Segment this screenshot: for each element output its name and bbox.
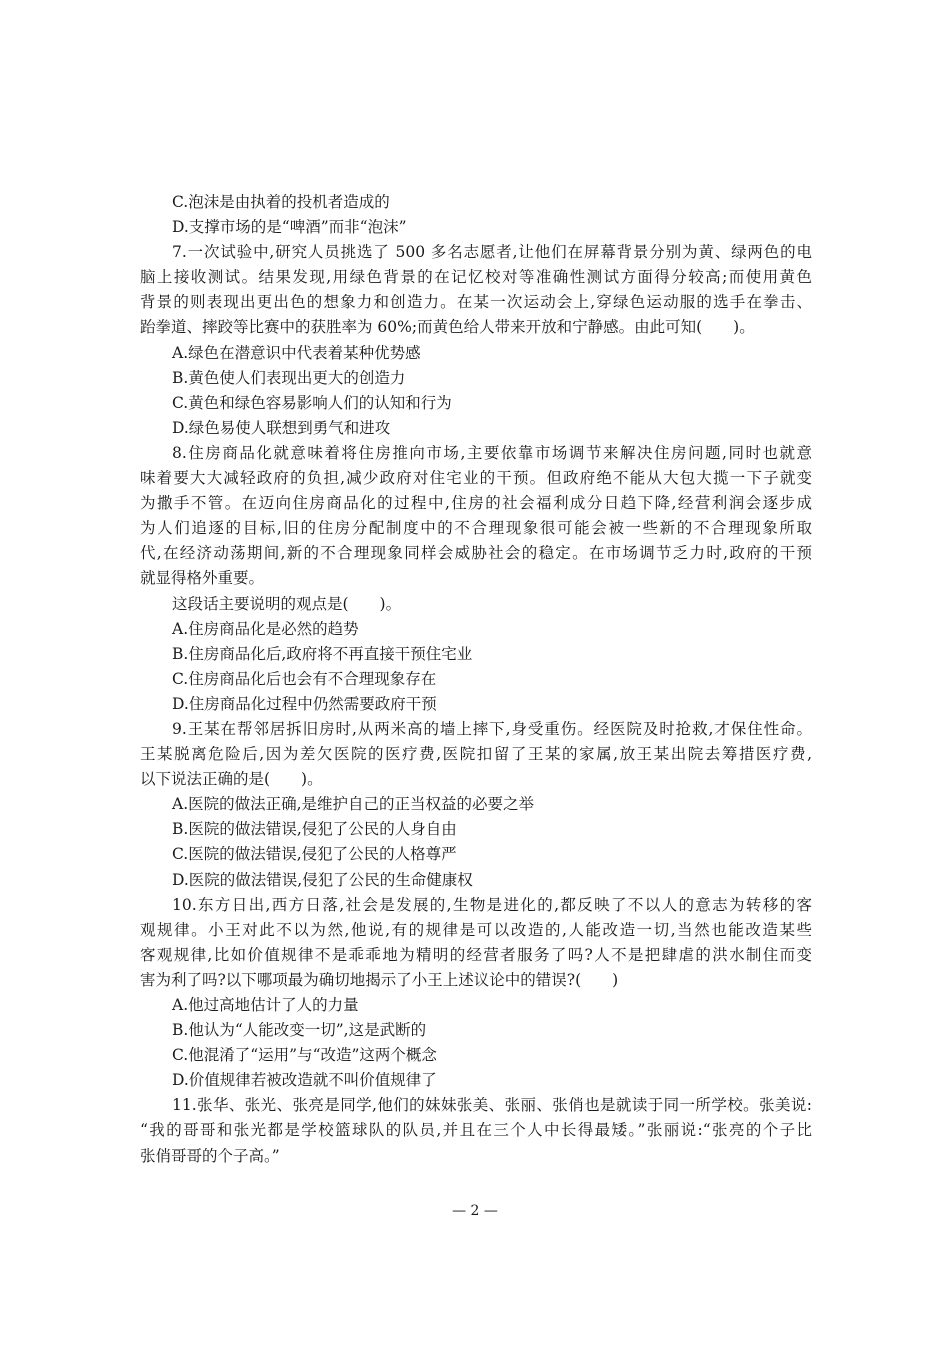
question-first-line: 10.东方日出,西方日落,社会是发展的,生物是进化的,都反映了不以人的意志为转移的客 bbox=[172, 895, 812, 914]
paragraph-line: 背景的则表现出更出色的想象力和创造力。在某一次运动会上,穿绿色运动服的选手在拳击、 bbox=[140, 293, 812, 312]
answer-option-line: C.医院的做法错误,侵犯了公民的人格尊严 bbox=[172, 845, 457, 864]
document-page bbox=[140, 190, 812, 1169]
question-first-line: 8.住房商品化就意味着将住房推向市场,主要依靠市场调节来解决住房问题,同时也就意 bbox=[172, 443, 812, 462]
paragraph-line: “我的哥哥和张光都是学校篮球队的队员,并且在三个人中长得最矮。”张丽说:“张亮的个子比 bbox=[140, 1121, 812, 1140]
paragraph-last-line: 害为利了吗?以下哪项最为确切地揭示了小王上述议论中的错误?( ) bbox=[140, 970, 619, 989]
answer-option-line: A.绿色在潜意识中代表着某种优势感 bbox=[172, 343, 421, 362]
question-first-line: 9.王某在帮邻居拆旧房时,从两米高的墙上摔下,身受重伤。经医院及时抢救,才保住性命。 bbox=[172, 719, 812, 738]
question-first-line: 11.张华、张光、张亮是同学,他们的妹妹张美、张丽、张俏也是就读于同一所学校。张美说: bbox=[172, 1096, 812, 1115]
answer-option-line: D.支撑市场的是“啤酒”而非“泡沫” bbox=[172, 218, 407, 237]
answer-option-line: B.住房商品化后,政府将不再直接干预住宅业 bbox=[172, 644, 473, 663]
answer-option-line: A.住房商品化是必然的趋势 bbox=[172, 619, 359, 638]
answer-option-line: B.医院的做法错误,侵犯了公民的人身自由 bbox=[172, 820, 457, 839]
answer-option-line: B.黄色使人们表现出更大的创造力 bbox=[172, 368, 406, 387]
paragraph-line: 王某脱离危险后,因为差欠医院的医疗费,医院扣留了王某的家属,放王某出院去筹措医疗费, bbox=[140, 745, 812, 764]
paragraph-last-line: 以下说法正确的是( )。 bbox=[140, 770, 323, 789]
answer-option-line: D.价值规律若被改造就不叫价值规律了 bbox=[172, 1071, 437, 1090]
paragraph-line: 客观规律,比如价值规律不是乖乖地为精明的经营者服务了吗?人不是把肆虐的洪水制住而变 bbox=[140, 945, 812, 964]
answer-option-line: C.黄色和绿色容易影响人们的认知和行为 bbox=[172, 393, 452, 412]
paragraph-line: 为人们追逐的目标,旧的住房分配制度中的不合理现象很可能会被一些新的不合理现象所取 bbox=[140, 519, 812, 538]
answer-option-line: C.住房商品化后也会有不合理现象存在 bbox=[172, 669, 437, 688]
answer-option-line: D.住房商品化过程中仍然需要政府干预 bbox=[172, 694, 437, 713]
answer-option-line: C.他混淆了“运用”与“改造”这两个概念 bbox=[172, 1046, 437, 1065]
paragraph-line: 观规律。小王对此不以为然,他说,有的规律是可以改造的,人能改造一切,当然也能改造某些 bbox=[140, 920, 812, 939]
paragraph-last-line: 跆拳道、摔跤等比赛中的获胜率为 60%;而黄色给人带来开放和宁静感。由此可知( )。 bbox=[140, 318, 755, 337]
answer-option-line: B.他认为“人能改变一切”,这是武断的 bbox=[172, 1021, 427, 1040]
paragraph-line: 代,在经济动荡期间,新的不合理现象同样会威胁社会的稳定。在市场调节乏力时,政府的干预 bbox=[140, 544, 812, 563]
paragraph-line: 味着要大大减轻政府的负担,减少政府对住宅业的干预。但政府绝不能从大包大揽一下子就变 bbox=[140, 469, 812, 488]
paragraph-last-line: 张俏哥哥的个子高。” bbox=[140, 1146, 280, 1165]
answer-option-line: A.医院的做法正确,是维护自己的正当权益的必要之举 bbox=[172, 795, 535, 814]
paragraph-line: 脑上接收测试。结果发现,用绿色背景的在记忆校对等准确性测试方面得分较高;而使用黄色 bbox=[140, 268, 812, 287]
answer-option-line: 这段话主要说明的观点是( )。 bbox=[172, 594, 402, 613]
paragraph-last-line: 就显得格外重要。 bbox=[140, 569, 265, 588]
answer-option-line: D.绿色易使人联想到勇气和进攻 bbox=[172, 418, 391, 437]
answer-option-line: C.泡沫是由执着的投机者造成的 bbox=[172, 193, 390, 211]
paragraph-line: 为撒手不管。在迈向住房商品化的过程中,住房的社会福利成分日趋下降,经营利润会逐步成 bbox=[140, 494, 812, 513]
answer-option-line: A.他过高地估计了人的力量 bbox=[172, 996, 359, 1014]
answer-option-line: D.医院的做法错误,侵犯了公民的生命健康权 bbox=[172, 870, 473, 889]
question-first-line: 7.一次试验中,研究人员挑选了 500 多名志愿者,让他们在屏幕背景分别为黄、绿两色的电 bbox=[172, 243, 812, 262]
page-number: — 2 — bbox=[452, 1203, 498, 1219]
